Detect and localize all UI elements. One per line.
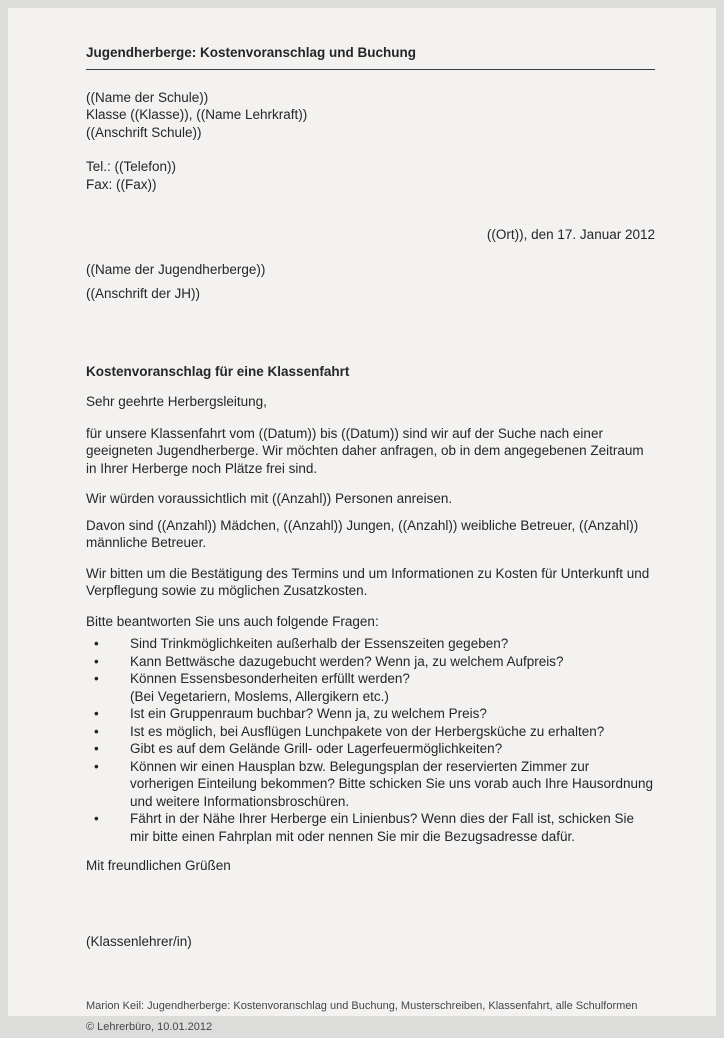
paragraph-group-composition: Davon sind ((Anzahl)) Mädchen, ((Anzahl)) Jungen, ((Anzahl)) weibliche Betreuer, ((Anzahl)) männliche Betreuer. bbox=[86, 517, 639, 550]
closing-formula: Mit freundlichen Grüßen bbox=[86, 858, 231, 873]
paragraph-confirmation-request: Wir bitten um die Bestätigung des Termins und um Informationen zu Kosten für Unterkunft und Verpflegung sowie zu möglichen Zusatzkosten. bbox=[86, 565, 650, 598]
sender-school-address: ((Anschrift Schule)) bbox=[86, 124, 202, 140]
list-item bbox=[86, 758, 655, 811]
sender-fax: Fax: ((Fax)) bbox=[86, 176, 157, 192]
subject-line: Kostenvoranschlag für eine Klassenfahrt bbox=[86, 363, 350, 379]
sender-block bbox=[86, 89, 655, 142]
sender-phone: Tel.: ((Telefon)) bbox=[86, 159, 177, 174]
list-item bbox=[86, 740, 655, 758]
paragraph-questions-intro: Bitte beantworten Sie uns auch folgende Fragen: bbox=[86, 613, 379, 629]
list-item bbox=[86, 705, 655, 723]
paragraph-inquiry: für unsere Klassenfahrt vom ((Datum)) bis ((Datum)) sind wir auf der Suche nach einer geeigneten Jugendherberge. Wir möchten daher anfragen, ob in dem angegebenen Zeitraum in Ihrer Herberge noch Plätze frei sind. bbox=[86, 425, 644, 476]
question-text: Kann Bettwäsche dazugebucht werden? Wenn ja, zu welchem Aufpreis? bbox=[130, 653, 564, 669]
question-subtext: (Bei Vegetariern, Moslems, Allergikern etc.) bbox=[130, 688, 389, 704]
document-page bbox=[8, 8, 716, 1033]
recipient-name: ((Name der Jugendherberge)) bbox=[86, 261, 266, 277]
list-item bbox=[86, 723, 655, 741]
contact-block bbox=[86, 158, 655, 193]
recipient-address: ((Anschrift der JH)) bbox=[86, 286, 201, 301]
question-text: Können Essensbesonderheiten erfüllt werden? bbox=[130, 671, 410, 686]
list-item bbox=[86, 810, 655, 845]
sender-school-name: ((Name der Schule)) bbox=[86, 89, 209, 105]
question-text: Sind Trinkmöglichkeiten außerhalb der Essenszeiten gegeben? bbox=[130, 636, 509, 651]
list-item bbox=[86, 635, 655, 653]
signature-line: (Klassenlehrer/in) bbox=[86, 933, 192, 949]
questions-list bbox=[86, 635, 655, 845]
question-text: Ist es möglich, bei Ausflügen Lunchpakete von der Herbergsküche zu erhalten? bbox=[130, 723, 605, 739]
sender-class-teacher: Klasse ((Klasse)), ((Name Lehrkraft)) bbox=[86, 107, 308, 122]
question-text: Können wir einen Hausplan bzw. Belegungsplan der reservierten Zimmer zur vorherigen Einteilung bekommen? Bitte schicken Sie uns vorab auch Ihre Hausordnung und weitere Informationsbroschüren. bbox=[130, 758, 654, 809]
place-and-date: ((Ort)), den 17. Januar 2012 bbox=[486, 227, 655, 242]
question-text: Fährt in der Nähe Ihrer Herberge ein Linienbus? Wenn dies der Fall ist, schicken Sie mir bitte einen Fahrplan mit oder nennen Sie mir die Bezugsadresse dafür. bbox=[130, 811, 635, 844]
question-text: Gibt es auf dem Gelände Grill- oder Lagerfeuermöglichkeiten? bbox=[130, 741, 503, 756]
document-footer bbox=[86, 996, 655, 1038]
question-text: Ist ein Gruppenraum buchbar? Wenn ja, zu welchem Preis? bbox=[130, 706, 487, 721]
salutation: Sehr geehrte Herbergsleitung, bbox=[86, 394, 267, 409]
list-item bbox=[86, 670, 655, 705]
document-title: Jugendherberge: Kostenvoranschlag und Buchung bbox=[86, 44, 655, 70]
paragraph-person-count: Wir würden voraussichtlich mit ((Anzahl)) Personen anreisen. bbox=[86, 491, 453, 506]
footer-copyright-line: © Lehrerbüro, 10.01.2012 bbox=[86, 1021, 213, 1033]
list-item bbox=[86, 653, 655, 671]
footer-source-line: Marion Keil: Jugendherberge: Kostenvoranschlag und Buchung, Musterschreiben, Klassenfahrt, alle Schulformen bbox=[86, 1000, 638, 1012]
